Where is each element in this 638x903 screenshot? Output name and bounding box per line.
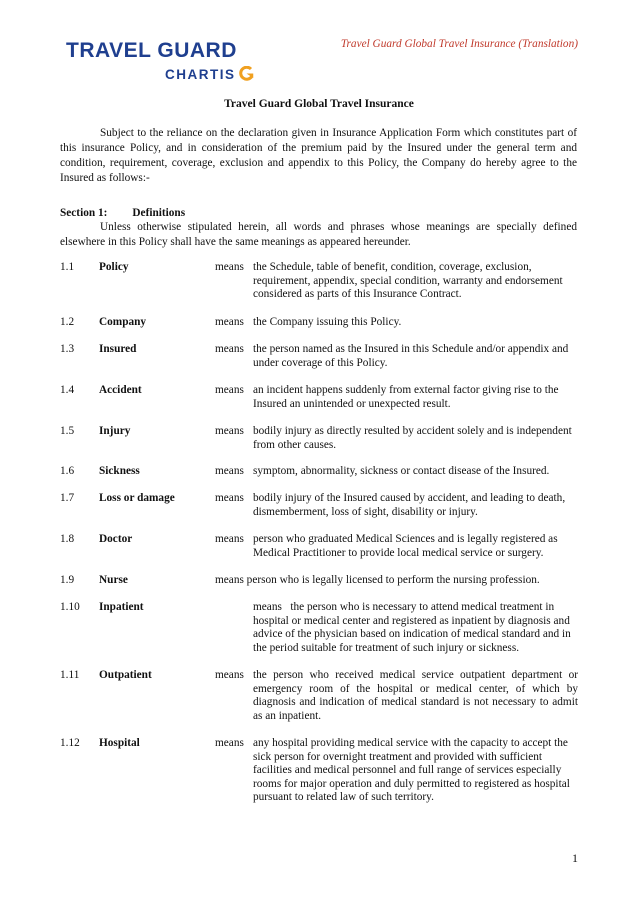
- means-label: means: [215, 737, 244, 749]
- means-label: means: [215, 669, 244, 681]
- section-number: Section 1:: [60, 207, 108, 219]
- definition-term: Sickness: [99, 465, 140, 477]
- means-label: means: [215, 492, 244, 504]
- intro-paragraph: Subject to the reliance on the declaration given in Insurance Application Form which constitutes part of this insurance Policy, and in consideration of the premium paid by the Insured under the general term and condition, requirement, coverage, exclusion and appendix to this Policy, the Company do hereby agree to the Insured as follows:-: [60, 127, 577, 184]
- means-label: means: [215, 316, 244, 328]
- definition-number: 1.2: [60, 316, 75, 328]
- definition-term: Policy: [99, 261, 129, 273]
- section-label: Definitions: [132, 207, 186, 219]
- definition-number: 1.6: [60, 465, 75, 477]
- definition-term: Doctor: [99, 533, 133, 545]
- definition-number: 1.3: [60, 343, 75, 355]
- logo-sub-row: [165, 64, 295, 83]
- definition-text: means person who is legally licensed to perform the nursing profession.: [215, 574, 540, 586]
- definition-text: the Company issuing this Policy.: [253, 316, 402, 328]
- definition-term: Injury: [99, 425, 131, 437]
- logo-sub-text: CHARTIS: [165, 67, 236, 82]
- definition-number: 1.12: [60, 737, 80, 749]
- definition-text: bodily injury of the Insured caused by accident, and leading to death, dismemberment, loss of sight, disability or injury.: [253, 492, 566, 518]
- definition-text: the Schedule, table of benefit, condition, coverage, exclusion, requirement, appendix, special condition, warranty and endorsement considered as parts of this Insurance Contract.: [253, 261, 563, 301]
- definition-term: Insured: [99, 343, 137, 355]
- definition-text: means the person who is necessary to attend medical treatment in hospital or medical center and registered as inpatient by diagnosis and advice of the physician based on indication of medical standard and in the period suitable for treatment of such injury or sickness.: [253, 601, 574, 654]
- chartis-swirl-icon: [239, 66, 254, 81]
- means-label: means: [215, 261, 244, 273]
- means-label: means: [215, 533, 244, 545]
- document-header: Travel Guard Global Travel Insurance (Translation): [340, 38, 578, 50]
- definition-number: 1.1: [60, 261, 75, 273]
- definition-text: person who graduated Medical Sciences and is legally registered as Medical Practitioner to provide local medical service or surgery.: [253, 533, 558, 559]
- means-label: means: [215, 425, 244, 437]
- definition-text: the person named as the Insured in this Schedule and/or appendix and under coverage of this Policy.: [253, 343, 569, 369]
- definition-text: symptom, abnormality, sickness or contact disease of the Insured.: [253, 465, 550, 477]
- definition-text: any hospital providing medical service with the capacity to accept the sick person for overnight treatment and provided with sufficient facilities and medical personnel and full range of services especially rooms for major operation and duly permitted to registered as hospital pursuant to related law of such territory.: [253, 737, 570, 804]
- definition-number: 1.8: [60, 533, 75, 545]
- definition-term: Accident: [99, 384, 142, 396]
- document-title: Travel Guard Global Travel Insurance: [224, 98, 414, 110]
- definition-number: 1.7: [60, 492, 75, 504]
- definition-term: Company: [99, 316, 147, 328]
- definition-number: 1.4: [60, 384, 75, 396]
- definition-text: an incident happens suddenly from external factor giving rise to the Insured an unintended or unexpected result.: [253, 384, 559, 410]
- logo-main-text: TRAVEL GUARD: [66, 39, 237, 62]
- means-label: means: [215, 465, 244, 477]
- section-heading: [60, 207, 185, 219]
- definition-text: the person who received medical service outpatient department or emergency room of the hospital or medical center, of which by diagnosis and indication of medical standard is not necessary to admit as an inpatient.: [253, 669, 578, 722]
- definition-number: 1.5: [60, 425, 75, 437]
- definition-term: Hospital: [99, 737, 140, 749]
- definition-term: Nurse: [99, 574, 128, 586]
- definition-number: 1.11: [60, 669, 80, 681]
- means-label: means: [215, 384, 244, 396]
- means-label: means: [215, 343, 244, 355]
- definition-term: Inpatient: [99, 601, 144, 613]
- section-intro: Unless otherwise stipulated herein, all words and phrases whose meanings are specially defined elsewhere in this Policy shall have the same meanings as appeared hereunder.: [60, 221, 577, 248]
- page-number: 1: [572, 851, 578, 865]
- definition-number: 1.10: [60, 601, 80, 613]
- definition-term: Loss or damage: [99, 492, 175, 504]
- definition-text: bodily injury as directly resulted by accident solely and is independent from other causes.: [253, 425, 572, 451]
- definition-number: 1.9: [60, 574, 75, 586]
- definition-term: Outpatient: [99, 669, 152, 681]
- travel-guard-logo: [66, 39, 237, 82]
